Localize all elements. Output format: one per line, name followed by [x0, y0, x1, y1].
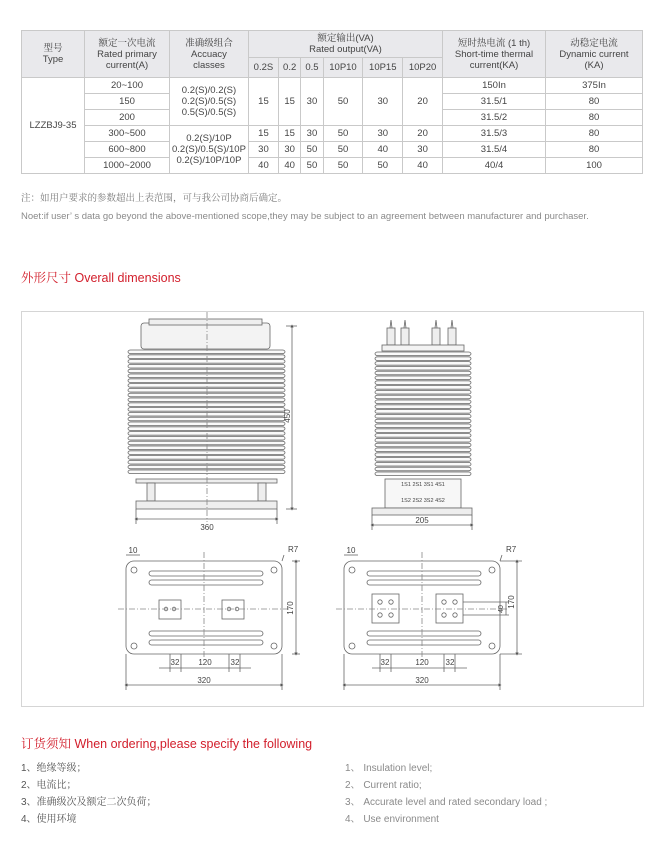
- output-cell: 15: [278, 126, 300, 142]
- output-cell: 50: [323, 142, 363, 158]
- terminal-label-bottom: 1S2 2S2 3S2 4S2: [401, 498, 445, 504]
- insulator-fin: [375, 458, 471, 462]
- insulator-fin: [375, 453, 471, 457]
- ordering-item: 4、使用环境: [21, 814, 77, 825]
- ordering-list-cn: [21, 760, 157, 828]
- insulator-fin: [375, 362, 471, 366]
- insulator-fin: [128, 393, 285, 397]
- right-hole-v-label: 40: [498, 605, 505, 613]
- insulator-fin: [128, 417, 285, 421]
- insulator-fin: [375, 414, 471, 418]
- current-cell: 600~800: [85, 142, 170, 158]
- insulator-fin: [375, 448, 471, 452]
- accuracy-cell: 0.2(S)/10P 0.2(S)/0.5(S)/10P 0.2(S)/10P/10P: [170, 126, 249, 174]
- dynamic-cell: 375In: [546, 78, 643, 94]
- output-cell: 50: [363, 158, 403, 174]
- ordering-item: 3、 Accurate level and rated secondary load ;: [345, 797, 548, 808]
- insulator-fin: [375, 366, 471, 370]
- left-radius-label: R7: [288, 545, 299, 554]
- left-base-view: [118, 552, 300, 690]
- insulator-fin: [128, 460, 285, 464]
- insulator-fin: [375, 462, 471, 466]
- insulator-fin: [128, 427, 285, 431]
- dimensions-drawing: [22, 312, 643, 706]
- ordering-item: 2、电流比；: [21, 780, 77, 791]
- insulator-fin: [375, 386, 471, 390]
- output-cell: 15: [278, 78, 300, 126]
- right-hole2-label: 32: [445, 658, 455, 667]
- insulator-fin: [128, 446, 285, 450]
- front-height-label: 450: [283, 409, 292, 423]
- insulator-fin: [128, 355, 285, 359]
- output-col-3: 10P10: [323, 58, 363, 78]
- insulator-fin: [128, 441, 285, 445]
- left-hole2-label: 32: [230, 658, 240, 667]
- insulator-fin: [128, 465, 285, 469]
- output-cell: 20: [403, 126, 443, 142]
- dynamic-cell: 80: [546, 94, 643, 110]
- insulator-fin: [128, 456, 285, 460]
- output-cell: 30: [403, 142, 443, 158]
- current-cell: 1000~2000: [85, 158, 170, 174]
- thermal-cell: 31.5/4: [443, 142, 546, 158]
- insulator-fin: [375, 429, 471, 433]
- thermal-cell: 150In: [443, 78, 546, 94]
- right-total-label: 320: [415, 676, 429, 685]
- thermal-header: 短时热电流 (1 th) Short-time thermal current(KA): [443, 31, 546, 78]
- right-hole-label: 32: [380, 658, 390, 667]
- terminal-label-top: 1S1 2S1 3S1 4S1: [401, 482, 445, 488]
- front-view: [128, 312, 297, 524]
- ordering-item: 4、 Use environment: [345, 814, 439, 825]
- output-cell: 50: [301, 158, 323, 174]
- left-corner-label: 10: [128, 546, 138, 555]
- insulator-fin: [128, 432, 285, 436]
- table-notes: [21, 193, 646, 223]
- thermal-cell: 31.5/2: [443, 110, 546, 126]
- type-value: LZZBJ9-35: [22, 78, 85, 174]
- right-base-view: [336, 552, 522, 690]
- output-cell: 40: [248, 158, 278, 174]
- insulator-fin: [375, 390, 471, 394]
- current-cell: 20~100: [85, 78, 170, 94]
- output-cell: 50: [323, 78, 363, 126]
- left-total-label: 320: [197, 676, 211, 685]
- ordering-item: 1、绝缘等级；: [21, 763, 87, 774]
- insulator-fin: [128, 374, 285, 378]
- ordering-item: 2、 Current ratio;: [345, 780, 422, 791]
- ordering-item: 1、 Insulation level;: [345, 763, 433, 774]
- insulator-fin: [128, 369, 285, 373]
- insulator-fin: [375, 357, 471, 361]
- insulator-fin: [375, 443, 471, 447]
- note-en: Noet:if user’ s data go beyond the above-mentioned scope,they may be subject to an agreement between manufacturer and purchaser.: [21, 211, 589, 222]
- insulator-fin: [128, 422, 285, 426]
- right-center-label: 120: [415, 658, 429, 667]
- output-cell: 30: [363, 78, 403, 126]
- dimensions-drawing-box: [21, 311, 644, 707]
- output-col-1: 0.2: [278, 58, 300, 78]
- front-width-label: 360: [200, 523, 214, 532]
- insulator-fin: [128, 360, 285, 364]
- left-center-label: 120: [198, 658, 212, 667]
- insulator-fin: [375, 395, 471, 399]
- current-cell: 150: [85, 94, 170, 110]
- insulator-fin: [375, 438, 471, 442]
- insulator-fin: [375, 405, 471, 409]
- output-cell: 30: [301, 78, 323, 126]
- insulator-fin: [375, 410, 471, 414]
- rated-output-header: 额定输出(VA) Rated output(VA): [248, 31, 442, 58]
- insulator-fin: [128, 388, 285, 392]
- insulator-fin: [375, 434, 471, 438]
- right-corner-label: 10: [346, 546, 356, 555]
- insulator-fin: [128, 436, 285, 440]
- current-cell: 200: [85, 110, 170, 126]
- insulator-fin: [128, 408, 285, 412]
- output-cell: 50: [323, 158, 363, 174]
- insulator-fin: [128, 398, 285, 402]
- right-depth-label: 170: [507, 595, 516, 609]
- dynamic-cell: 100: [546, 158, 643, 174]
- left-depth-label: 170: [286, 601, 295, 615]
- insulator-fin: [128, 350, 285, 354]
- insulator-fin: [128, 451, 285, 455]
- dimensions-title: 外形尺寸 Overall dimensions: [21, 271, 181, 285]
- thermal-cell: 31.5/3: [443, 126, 546, 142]
- output-col-0: 0.2S: [248, 58, 278, 78]
- dynamic-cell: 80: [546, 110, 643, 126]
- output-col-5: 10P20: [403, 58, 443, 78]
- output-cell: 30: [248, 142, 278, 158]
- insulator-fin: [128, 384, 285, 388]
- insulator-fin: [128, 379, 285, 383]
- output-cell: 40: [403, 158, 443, 174]
- current-cell: 300~500: [85, 126, 170, 142]
- output-cell: 15: [248, 126, 278, 142]
- output-cell: 15: [248, 78, 278, 126]
- note-cn: 注：如用户要求的参数超出上表范围，可与我公司协商后确定。: [21, 193, 288, 204]
- insulator-fin: [375, 419, 471, 423]
- insulator-fin: [375, 376, 471, 380]
- insulator-fin: [375, 371, 471, 375]
- side-width-label: 205: [415, 516, 429, 525]
- ordering-title: 订货须知 When ordering,please specify the following: [21, 737, 313, 751]
- thermal-cell: 31.5/1: [443, 94, 546, 110]
- accuracy-header: 准确级组合 Accuacy classes: [170, 31, 249, 78]
- primary-current-header: 额定一次电流 Rated primary current(A): [85, 31, 170, 78]
- ordering-item: 3、准确级次及额定二次负荷；: [21, 797, 157, 808]
- insulator-fin: [128, 412, 285, 416]
- insulator-fin: [128, 403, 285, 407]
- thermal-cell: 40/4: [443, 158, 546, 174]
- insulator-fin: [375, 467, 471, 471]
- dynamic-cell: 80: [546, 142, 643, 158]
- dynamic-header: 动稳定电流 Dynamic current (KA): [546, 31, 643, 78]
- insulator-fin: [375, 381, 471, 385]
- type-header: 型号 Type: [22, 31, 85, 78]
- output-cell: 20: [403, 78, 443, 126]
- accuracy-cell: 0.2(S)/0.2(S) 0.2(S)/0.5(S) 0.5(S)/0.5(S): [170, 78, 249, 126]
- spec-table: [21, 30, 643, 174]
- right-radius-label: R7: [506, 545, 517, 554]
- output-cell: 40: [363, 142, 403, 158]
- output-cell: 50: [301, 142, 323, 158]
- output-cell: 30: [363, 126, 403, 142]
- output-cell: 40: [278, 158, 300, 174]
- left-hole-label: 32: [170, 658, 180, 667]
- output-col-2: 0.5: [301, 58, 323, 78]
- insulator-fin: [375, 424, 471, 428]
- insulator-fin: [375, 472, 471, 476]
- insulator-fin: [128, 470, 285, 474]
- ordering-list-en: [345, 760, 547, 828]
- insulator-fin: [128, 364, 285, 368]
- dynamic-cell: 80: [546, 126, 643, 142]
- output-col-4: 10P15: [363, 58, 403, 78]
- output-cell: 30: [301, 126, 323, 142]
- insulator-fin: [375, 400, 471, 404]
- insulator-fin: [375, 352, 471, 356]
- output-cell: 50: [323, 126, 363, 142]
- output-cell: 30: [278, 142, 300, 158]
